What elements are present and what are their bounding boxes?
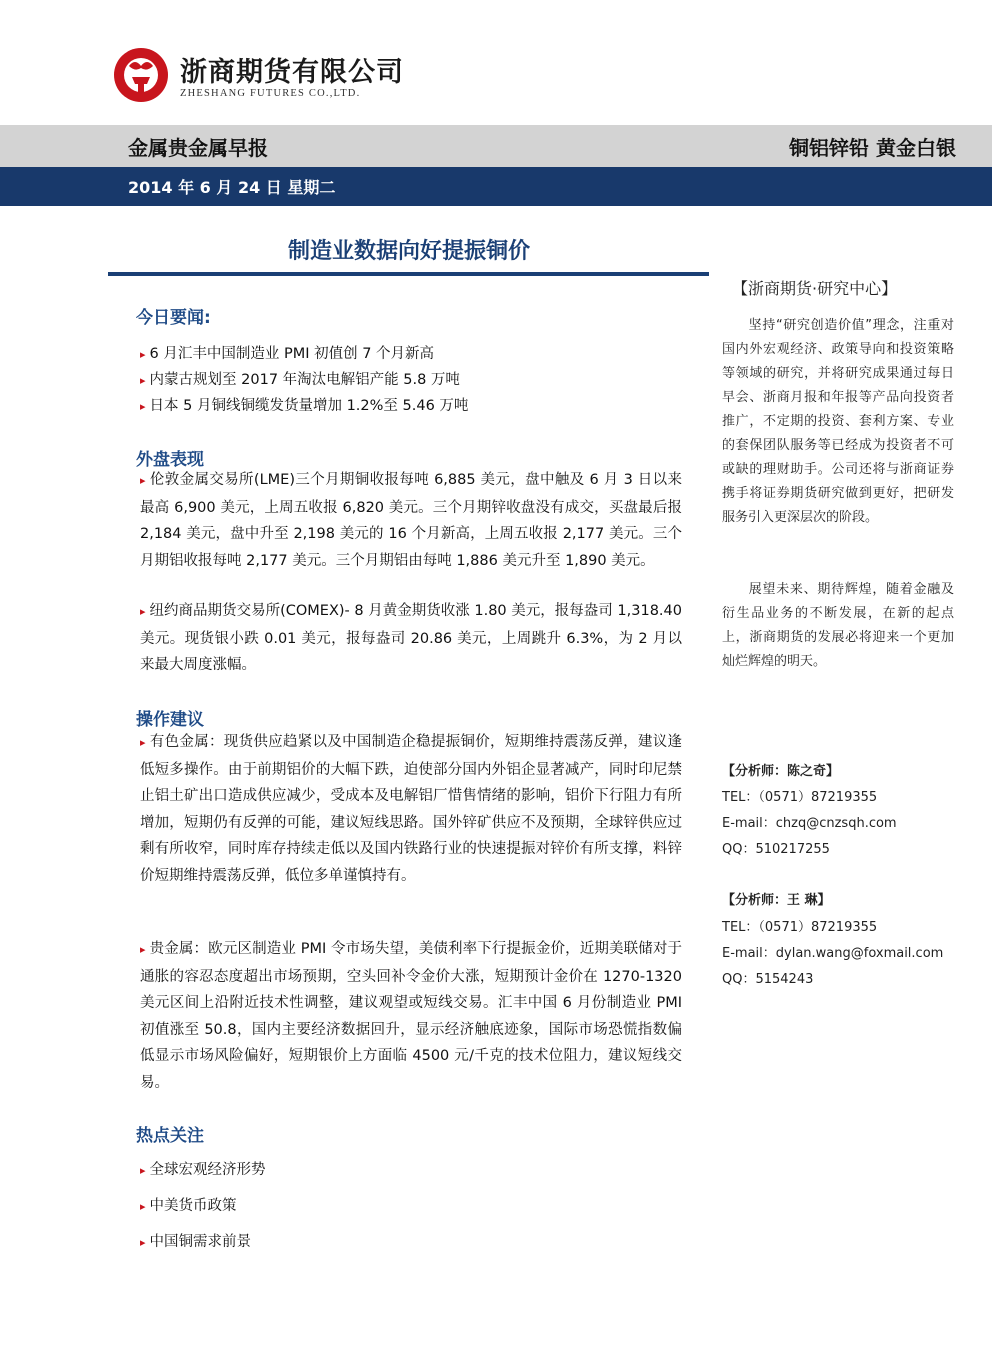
- bullet-icon: ▸: [140, 943, 146, 956]
- bullet-icon: ▸: [140, 736, 146, 749]
- bullet-icon: ▸: [140, 1164, 146, 1177]
- title-divider: [108, 272, 709, 276]
- analyst-label: 【分析师：王 琳】: [722, 893, 831, 908]
- hotspot-item: ▸ 全球宏观经济形势: [140, 1162, 266, 1178]
- news-heading: 今日要闻:: [136, 308, 211, 328]
- analyst-label: 【分析师：陈之奇】: [722, 764, 840, 779]
- research-center-intro: 坚持“研究创造价值”理念，注重对国内外宏观经济、政策导向和投资策略等领域的研究，并将研究成果通过每日早会、浙商月报和年报等产品向投资者推广，不定期的投资、套利方案、专业的套保团队服务等已经成为投资者不可或缺的理财助手。公司还将与浙商证券携手将证券期货研究做到更好，把研发服务引入更深层次的阶段。: [722, 318, 954, 525]
- advice-paragraph: ▸ 贵金属：欧元区制造业 PMI 令市场失望，美债利率下行提振金价，近期美联储对于通胀的容忍态度超出市场预期，空头回补令金价大涨，短期预计金价在 1270-1320 美元区间上沿附近技术性调整，建议观望或短线交易。汇丰中国 6 月份制造业 PMI 初值涨至 50.8，国内主要经济数据回升，显示经济触底迹象，国际市场恐慌指数偏低显示市场风险偏好，短期银价上方面临 4500 元/千克的技术位阻力，建议短线交易。: [140, 941, 682, 1091]
- company-logo-icon: [112, 46, 170, 104]
- hotspot-item: ▸ 中美货币政策: [140, 1198, 237, 1214]
- overseas-heading: 外盘表现: [136, 450, 204, 470]
- report-title: 制造业数据向好提振铜价: [287, 239, 530, 264]
- hotspots-heading: 热点关注: [136, 1126, 204, 1146]
- company-name-cn: 浙商期货有限公司: [180, 57, 404, 88]
- analyst-email: E-mail：chzq@cnzsqh.com: [722, 816, 897, 831]
- bullet-icon: ▸: [140, 605, 146, 618]
- bullet-icon: ▸: [140, 474, 146, 487]
- company-name-en: ZHESHANG FUTURES CO.,LTD.: [180, 88, 361, 99]
- report-date: 2014 年 6 月 24 日 星期二: [128, 178, 336, 197]
- report-header-bar: [0, 125, 992, 167]
- hotspot-item: ▸ 中国铜需求前景: [140, 1234, 252, 1250]
- news-item: ▸ 内蒙古规划至 2017 年淘汰电解铝产能 5.8 万吨: [140, 372, 460, 388]
- advice-heading: 操作建议: [136, 710, 204, 730]
- report-type: 金属贵金属早报: [128, 136, 268, 160]
- advice-paragraph: ▸ 有色金属：现货供应趋紧以及中国制造企稳提振铜价，短期维持震荡反弹，建议逢低短多操作。由于前期铝价的大幅下跌，迫使部分国内外铝企显著减产，同时印尼禁止铝土矿出口造成供应减少，受成本及电解铝厂惜售情绪的影响，铝价下行阻力有所增加，短期仍有反弹的可能，建议短线思路。国外锌矿供应不及预期，全球锌供应过剩有所收窄，同时库存持续走低以及国内铁路行业的快速提振对锌价有所支撑，料锌价短期维持震荡反弹，低位多单谨慎持有。: [140, 734, 682, 884]
- date-bar: [0, 167, 992, 206]
- analyst-tel: TEL：（0571）87219355: [722, 920, 878, 935]
- bullet-icon: ▸: [140, 400, 146, 413]
- overseas-paragraph: ▸ 伦敦金属交易所(LME)三个月期铜收报每吨 6,885 美元，盘中触及 6 月 3 日以来最高 6,900 美元，上周五收报 6,820 美元。三个月期锌收盘没有成交，买盘最后报 2,184 美元，盘中升至 2,198 美元的 16 个月新高，上周五收报 2,177 美元。三个月期铝收报每吨 2,177 美元。三个月期铝由每吨 1,886 美元升至 1,890 美元。: [140, 472, 682, 569]
- analyst-tel: TEL：（0571）87219355: [722, 790, 878, 805]
- news-item: ▸ 6 月汇丰中国制造业 PMI 初值创 7 个月新高: [140, 346, 435, 362]
- analyst-email: E-mail：dylan.wang@foxmail.com: [722, 946, 944, 961]
- overseas-paragraph: ▸ 纽约商品期货交易所(COMEX)- 8 月黄金期货收涨 1.80 美元，报每盎司 1,318.40 美元。现货银小跌 0.01 美元，报每盎司 20.86 美元，上周跳升 6.3%，为 2 月以来最大周度涨幅。: [140, 603, 682, 673]
- research-center-outlook: 展望未来、期待辉煌，随着金融及衍生品业务的不断发展，在新的起点上，浙商期货的发展必将迎来一个更加灿烂辉煌的明天。: [722, 582, 954, 669]
- research-center-heading: 【浙商期货·研究中心】: [732, 279, 898, 298]
- analyst-qq: QQ：510217255: [722, 842, 830, 857]
- analyst-qq: QQ：5154243: [722, 972, 814, 987]
- news-item: ▸ 日本 5 月铜线铜缆发货量增加 1.2%至 5.46 万吨: [140, 398, 469, 414]
- bullet-icon: ▸: [140, 374, 146, 387]
- report-metals: 铜铝锌铅 黄金白银: [789, 136, 956, 160]
- bullet-icon: ▸: [140, 1236, 146, 1249]
- bullet-icon: ▸: [140, 1200, 146, 1213]
- bullet-icon: ▸: [140, 348, 146, 361]
